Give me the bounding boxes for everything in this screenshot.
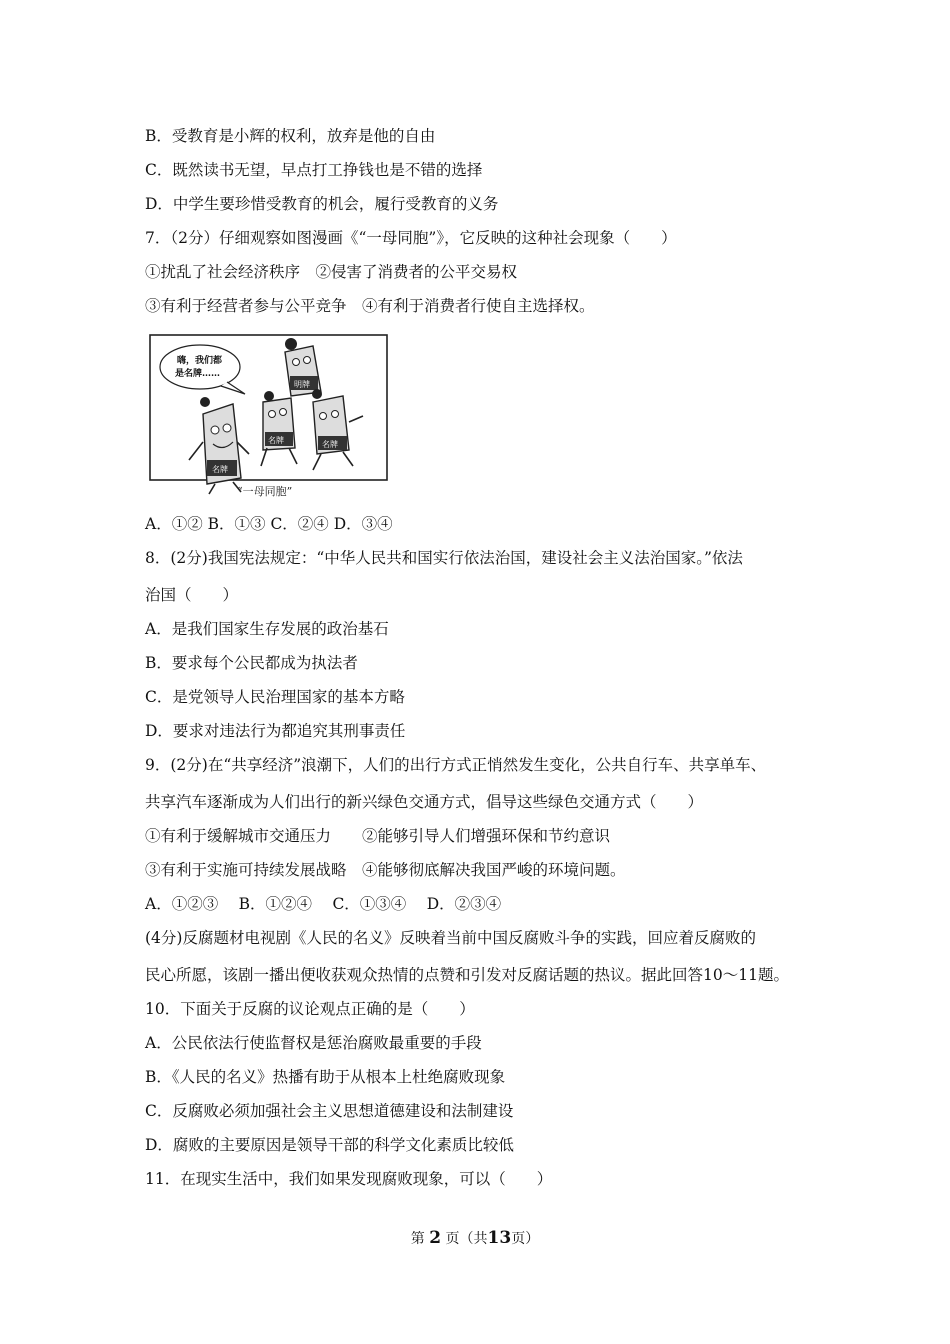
label-top: 明牌 (294, 380, 310, 389)
passage-line1: (4分)反腐题材电视剧《人民的名义》反映着当前中国反腐败斗争的实践，回应着反腐败的 (145, 929, 756, 947)
q8-option-c: C．是党领导人民治理国家的基本方略 (145, 688, 405, 706)
q9-statement-34: ③有利于实施可持续发展战略 ④能够彻底解决我国严峻的环境问题。 (145, 861, 626, 879)
label-right: 名牌 (322, 440, 338, 449)
line-6d: D．中学生要珍惜受教育的机会，履行受教育的义务 (145, 195, 499, 213)
label-left: 名牌 (212, 465, 228, 474)
speech-line-1: 嗨，我们都 (177, 356, 223, 366)
cartoon-image (145, 332, 391, 502)
footer-suffix: 页） (511, 1231, 540, 1247)
q7-statement-12: ①扰乱了社会经济秩序 ②侵害了消费者的公平交易权 (145, 263, 518, 281)
question-10: 10．下面关于反腐的议论观点正确的是（ ） (145, 1000, 475, 1018)
q10-option-b: B．《人民的名义》热播有助于从根本上杜绝腐败现象 (145, 1068, 506, 1086)
question-11: 11．在现实生活中，我们如果发现腐败现象，可以（ ） (145, 1170, 553, 1188)
q10-option-d: D．腐败的主要原因是领导干部的科学文化素质比较低 (145, 1136, 514, 1154)
page-number: 2 (429, 1228, 442, 1248)
q8-option-d: D．要求对违法行为都追究其刑事责任 (145, 722, 406, 740)
q8-option-a: A．是我们国家生存发展的政治基石 (145, 620, 389, 638)
label-middle: 名牌 (268, 436, 284, 445)
question-8-line1: 8．(2分)我国宪法规定：“中华人民共和国实行依法治国，建设社会主义法治国家。”依法 (145, 549, 743, 567)
passage-line2: 民心所愿，该剧一播出便收获观众热情的点赞和引发对反腐话题的热议。据此回答10～11题。 (145, 966, 789, 984)
speech-line-2: 是名牌…… (175, 369, 221, 379)
footer-prefix: 第 (410, 1231, 425, 1247)
q8-option-b: B．要求每个公民都成为执法者 (145, 654, 358, 672)
question-7: 7．（2分）仔细观察如图漫画《“一母同胞”》，它反映的这种社会现象（ ） (145, 229, 677, 247)
footer-middle: 页（共 (445, 1231, 488, 1247)
q10-option-a: A．公民依法行使监督权是惩治腐败最重要的手段 (145, 1034, 482, 1052)
cartoon-caption: “一母同胞” (237, 485, 293, 498)
line-6c: C．既然读书无望，早点打工挣钱也是不错的选择 (145, 161, 483, 179)
q7-options: A．①② B．①③ C．②④ D．③④ (145, 515, 393, 533)
line-6b: B．受教育是小辉的权利，放弃是他的自由 (145, 127, 436, 145)
q9-options: A．①②③ B．①②④ C．①③④ D．②③④ (145, 895, 502, 913)
page-footer (0, 1228, 950, 1248)
total-pages: 13 (487, 1228, 512, 1248)
question-8-line2: 治国（ ） (145, 586, 239, 604)
question-9-line1: 9．(2分)在“共享经济”浪潮下，人们的出行方式正悄然发生变化，公共自行车、共享单车、 (145, 756, 767, 774)
q9-statement-12: ①有利于缓解城市交通压力 ②能够引导人们增强环保和节约意识 (145, 827, 611, 845)
q10-option-c: C．反腐败必须加强社会主义思想道德建设和法制建设 (145, 1102, 514, 1120)
q7-statement-34: ③有利于经营者参与公平竞争 ④有利于消费者行使自主选择权。 (145, 297, 595, 315)
question-9-line2: 共享汽车逐渐成为人们出行的新兴绿色交通方式，倡导这些绿色交通方式（ ） (145, 793, 704, 811)
